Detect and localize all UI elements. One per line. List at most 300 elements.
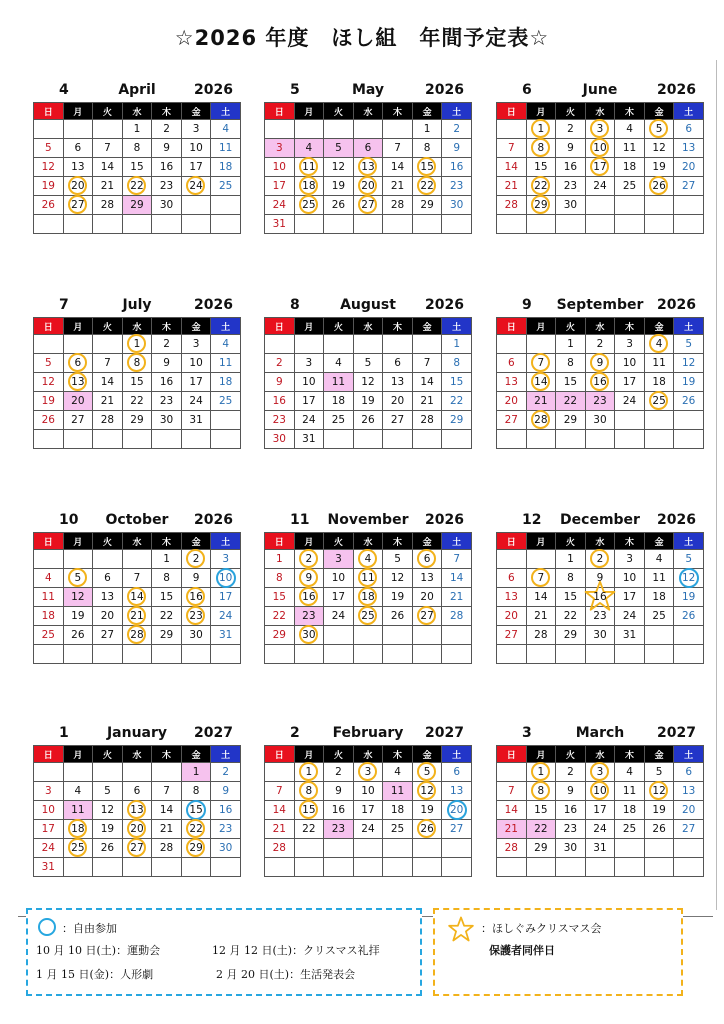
day-number: 20 xyxy=(420,591,434,603)
week-row xyxy=(497,820,704,839)
day-number: 7 xyxy=(133,572,141,584)
week-row xyxy=(265,607,472,626)
day-number: 12 xyxy=(652,785,666,797)
week-row xyxy=(34,801,241,820)
day-number: 31 xyxy=(219,629,233,641)
day-number: 15 xyxy=(130,161,144,173)
day-cell xyxy=(93,354,123,373)
day-cell xyxy=(497,569,527,588)
weekday-label: 水 xyxy=(122,746,152,763)
day-cell xyxy=(585,782,615,801)
day-cell xyxy=(674,820,704,839)
day-number: 26 xyxy=(41,414,55,426)
day-cell xyxy=(644,782,674,801)
day-cell xyxy=(383,373,413,392)
empty-cell xyxy=(497,550,527,569)
weekday-label: 水 xyxy=(353,533,383,550)
day-number: 25 xyxy=(361,610,375,622)
day-number: 22 xyxy=(563,395,578,407)
day-cell xyxy=(644,763,674,782)
day-number: 29 xyxy=(563,629,578,641)
day-number: 7 xyxy=(537,357,545,369)
day-number: 19 xyxy=(652,161,666,173)
week-row xyxy=(34,139,241,158)
day-number: 19 xyxy=(390,591,405,603)
day-number: 21 xyxy=(100,180,115,192)
day-cell xyxy=(181,839,211,858)
day-cell xyxy=(265,139,295,158)
day-number: 7 xyxy=(275,785,283,797)
weekday-header-row xyxy=(34,746,241,763)
week-row xyxy=(265,782,472,801)
day-cell xyxy=(556,839,586,858)
day-number: 14 xyxy=(100,161,115,173)
day-cell xyxy=(211,588,241,607)
empty-cell xyxy=(294,120,324,139)
month-number: 4 xyxy=(59,82,69,98)
day-cell xyxy=(442,411,472,430)
empty-cell xyxy=(412,645,442,664)
day-number: 22 xyxy=(534,180,548,192)
day-cell xyxy=(122,626,152,645)
day-number: 13 xyxy=(450,785,464,797)
day-cell xyxy=(615,373,645,392)
day-number: 28 xyxy=(390,199,405,211)
day-number: 3 xyxy=(335,553,342,565)
week-row xyxy=(34,588,241,607)
day-cell xyxy=(93,177,123,196)
day-number: 18 xyxy=(331,395,346,407)
month-name: October xyxy=(105,512,169,528)
day-number: 23 xyxy=(159,395,174,407)
day-cell xyxy=(556,120,586,139)
day-number: 31 xyxy=(593,842,607,854)
weekday-label: 火 xyxy=(324,318,354,335)
day-number: 19 xyxy=(71,610,85,622)
day-cell xyxy=(353,392,383,411)
day-cell xyxy=(412,782,442,801)
month-calendar xyxy=(33,508,241,664)
weekday-label: 土 xyxy=(674,318,704,335)
day-cell xyxy=(644,120,674,139)
empty-cell xyxy=(152,215,182,234)
day-cell xyxy=(497,392,527,411)
day-number: 15 xyxy=(534,161,548,173)
empty-cell xyxy=(497,335,527,354)
empty-cell xyxy=(442,215,472,234)
day-cell xyxy=(294,354,324,373)
week-row xyxy=(34,569,241,588)
day-cell xyxy=(265,588,295,607)
weekday-label: 土 xyxy=(442,746,472,763)
day-cell xyxy=(383,177,413,196)
weekday-label: 月 xyxy=(63,533,93,550)
day-cell xyxy=(265,215,295,234)
weekday-label: 土 xyxy=(442,103,472,120)
month-number: 1 xyxy=(59,725,69,741)
day-number: 9 xyxy=(305,572,313,584)
day-cell xyxy=(556,782,586,801)
day-number: 21 xyxy=(130,610,144,622)
day-number: 15 xyxy=(563,376,578,388)
empty-cell xyxy=(93,550,123,569)
day-cell xyxy=(152,158,182,177)
day-number: 1 xyxy=(192,766,200,778)
day-cell xyxy=(585,373,615,392)
day-cell xyxy=(644,158,674,177)
empty-cell xyxy=(211,430,241,449)
week-row xyxy=(265,215,472,234)
day-number: 7 xyxy=(163,785,170,797)
day-number: 17 xyxy=(593,804,607,816)
day-cell xyxy=(412,177,442,196)
day-number: 26 xyxy=(682,395,696,407)
month-name: December xyxy=(560,512,640,528)
day-cell xyxy=(412,139,442,158)
day-number: 30 xyxy=(219,842,233,854)
day-cell xyxy=(353,354,383,373)
weekday-label: 月 xyxy=(294,318,324,335)
day-number: 25 xyxy=(652,395,666,407)
day-number: 29 xyxy=(189,842,203,854)
month-header xyxy=(264,508,472,530)
day-number: 3 xyxy=(596,766,604,778)
weekday-label: 日 xyxy=(34,103,64,120)
weekday-label: 土 xyxy=(211,746,241,763)
week-row xyxy=(34,373,241,392)
weekday-label: 火 xyxy=(324,533,354,550)
day-number: 4 xyxy=(44,572,52,584)
day-cell xyxy=(122,139,152,158)
week-row xyxy=(265,858,472,877)
day-cell xyxy=(324,569,354,588)
day-cell xyxy=(63,801,93,820)
day-cell xyxy=(497,373,527,392)
day-number: 9 xyxy=(222,785,230,797)
day-cell xyxy=(324,820,354,839)
day-number: 16 xyxy=(563,161,578,173)
day-number: 27 xyxy=(390,414,405,426)
day-cell xyxy=(526,569,556,588)
month-name: November xyxy=(327,512,409,528)
day-number: 21 xyxy=(504,823,518,835)
month-header xyxy=(496,78,704,100)
day-cell xyxy=(265,569,295,588)
day-cell xyxy=(93,607,123,626)
day-number: 4 xyxy=(655,338,663,350)
day-number: 1 xyxy=(133,123,141,135)
day-cell xyxy=(93,392,123,411)
day-number: 4 xyxy=(626,766,633,778)
empty-cell xyxy=(63,763,93,782)
day-number: 6 xyxy=(364,142,372,154)
day-cell xyxy=(442,782,472,801)
day-number: 24 xyxy=(593,823,607,835)
day-number: 26 xyxy=(100,842,115,854)
day-cell xyxy=(294,430,324,449)
legend-label: ：ほしぐみクリスマス会 xyxy=(481,922,602,935)
day-cell xyxy=(442,550,472,569)
day-number: 30 xyxy=(450,199,464,211)
day-cell xyxy=(93,569,123,588)
day-number: 23 xyxy=(302,610,316,622)
empty-cell xyxy=(585,645,615,664)
empty-cell xyxy=(353,215,383,234)
day-cell xyxy=(152,820,182,839)
day-number: 18 xyxy=(390,804,405,816)
day-cell xyxy=(526,801,556,820)
day-cell xyxy=(412,354,442,373)
weekday-label: 水 xyxy=(353,746,383,763)
day-cell xyxy=(556,373,586,392)
empty-cell xyxy=(122,215,152,234)
day-number: 31 xyxy=(41,861,55,873)
day-number: 14 xyxy=(159,804,174,816)
day-number: 23 xyxy=(563,180,578,192)
empty-cell xyxy=(383,839,413,858)
day-cell xyxy=(556,177,586,196)
weekday-label: 土 xyxy=(211,103,241,120)
calendar-table xyxy=(496,317,704,449)
empty-cell xyxy=(152,858,182,877)
legend-christmas-party xyxy=(433,908,683,996)
day-cell xyxy=(324,782,354,801)
day-number: 28 xyxy=(534,414,548,426)
week-row xyxy=(497,120,704,139)
empty-cell xyxy=(353,335,383,354)
day-number: 31 xyxy=(302,433,316,445)
day-cell xyxy=(152,569,182,588)
day-number: 10 xyxy=(361,785,375,797)
day-number: 29 xyxy=(420,199,434,211)
day-number: 21 xyxy=(390,180,405,192)
week-row xyxy=(34,177,241,196)
day-cell xyxy=(211,392,241,411)
day-cell xyxy=(674,120,704,139)
day-cell xyxy=(34,588,64,607)
empty-cell xyxy=(265,335,295,354)
day-number: 10 xyxy=(622,572,637,584)
day-cell xyxy=(152,196,182,215)
empty-cell xyxy=(63,120,93,139)
day-cell xyxy=(615,782,645,801)
day-cell xyxy=(556,607,586,626)
day-number: 16 xyxy=(450,161,464,173)
day-cell xyxy=(353,139,383,158)
day-cell xyxy=(383,607,413,626)
day-cell xyxy=(644,392,674,411)
day-cell xyxy=(353,196,383,215)
month-year: 2027 xyxy=(657,725,696,741)
day-number: 4 xyxy=(394,766,401,778)
day-number: 22 xyxy=(420,180,434,192)
empty-cell xyxy=(122,858,152,877)
week-row xyxy=(265,196,472,215)
day-number: 5 xyxy=(655,123,663,135)
day-number: 17 xyxy=(622,376,637,388)
day-cell xyxy=(383,588,413,607)
day-cell xyxy=(122,158,152,177)
empty-cell xyxy=(181,215,211,234)
day-number: 21 xyxy=(534,610,548,622)
day-number: 15 xyxy=(130,376,144,388)
day-number: 25 xyxy=(302,199,316,211)
day-cell xyxy=(294,196,324,215)
week-row xyxy=(497,411,704,430)
day-number: 26 xyxy=(361,414,375,426)
day-cell xyxy=(122,839,152,858)
day-number: 1 xyxy=(453,338,461,350)
day-number: 21 xyxy=(450,591,464,603)
day-number: 27 xyxy=(361,199,375,211)
day-number: 18 xyxy=(622,804,637,816)
day-cell xyxy=(93,801,123,820)
week-row xyxy=(497,645,704,664)
calendar-table xyxy=(33,317,241,449)
day-number: 4 xyxy=(222,338,230,350)
day-cell xyxy=(122,801,152,820)
month-header xyxy=(33,508,241,530)
day-number: 3 xyxy=(626,553,633,565)
weekday-header-row xyxy=(265,533,472,550)
day-cell xyxy=(383,196,413,215)
day-number: 14 xyxy=(450,572,464,584)
day-number: 7 xyxy=(453,553,461,565)
day-cell xyxy=(526,120,556,139)
day-number: 10 xyxy=(302,376,316,388)
empty-cell xyxy=(412,215,442,234)
day-number: 28 xyxy=(130,629,144,641)
day-number: 3 xyxy=(275,142,283,154)
week-row xyxy=(34,858,241,877)
day-cell xyxy=(442,763,472,782)
empty-cell xyxy=(294,335,324,354)
day-cell xyxy=(615,550,645,569)
weekday-label: 水 xyxy=(585,318,615,335)
day-number: 29 xyxy=(272,629,286,641)
weekday-label: 木 xyxy=(152,746,182,763)
month-number: 10 xyxy=(59,512,79,528)
day-cell xyxy=(181,120,211,139)
day-cell xyxy=(294,139,324,158)
month-calendar xyxy=(496,721,704,877)
day-number: 21 xyxy=(504,180,518,192)
empty-cell xyxy=(615,645,645,664)
empty-cell xyxy=(265,120,295,139)
day-number: 13 xyxy=(682,142,696,154)
week-row xyxy=(497,430,704,449)
day-number: 5 xyxy=(44,357,52,369)
day-number: 15 xyxy=(534,804,548,816)
weekday-label: 土 xyxy=(674,746,704,763)
empty-cell xyxy=(93,335,123,354)
page-title: ☆2026 年度 ほし組 年間予定表☆ xyxy=(174,26,550,50)
weekday-label: 日 xyxy=(265,103,295,120)
weekday-label: 日 xyxy=(497,746,527,763)
day-cell xyxy=(34,392,64,411)
week-row xyxy=(34,430,241,449)
day-cell xyxy=(211,550,241,569)
day-number: 1 xyxy=(275,553,283,565)
month-calendar xyxy=(33,78,241,234)
day-cell xyxy=(585,763,615,782)
day-cell xyxy=(63,354,93,373)
day-cell xyxy=(181,139,211,158)
empty-cell xyxy=(353,858,383,877)
day-cell xyxy=(63,607,93,626)
weekday-label: 日 xyxy=(265,533,295,550)
day-cell xyxy=(63,139,93,158)
day-number: 7 xyxy=(507,142,515,154)
weekday-label: 金 xyxy=(181,746,211,763)
day-number: 6 xyxy=(685,123,693,135)
day-number: 28 xyxy=(504,199,518,211)
empty-cell xyxy=(442,645,472,664)
day-cell xyxy=(294,411,324,430)
empty-cell xyxy=(353,645,383,664)
day-number: 19 xyxy=(652,804,666,816)
day-cell xyxy=(353,177,383,196)
week-row xyxy=(265,626,472,645)
month-number: 9 xyxy=(522,297,532,313)
day-cell xyxy=(181,607,211,626)
day-cell xyxy=(674,607,704,626)
day-cell xyxy=(556,801,586,820)
day-number: 12 xyxy=(100,804,115,816)
day-cell xyxy=(93,782,123,801)
day-cell xyxy=(412,820,442,839)
day-cell xyxy=(122,335,152,354)
day-cell xyxy=(442,820,472,839)
day-cell xyxy=(442,801,472,820)
day-number: 11 xyxy=(41,591,55,603)
week-row xyxy=(34,120,241,139)
empty-cell xyxy=(526,858,556,877)
day-number: 2 xyxy=(163,338,170,350)
day-cell xyxy=(556,196,586,215)
day-cell xyxy=(497,177,527,196)
day-number: 9 xyxy=(567,785,574,797)
week-row xyxy=(497,354,704,373)
weekday-label: 日 xyxy=(34,533,64,550)
weekday-label: 木 xyxy=(615,533,645,550)
day-cell xyxy=(353,782,383,801)
day-number: 17 xyxy=(189,376,203,388)
day-cell xyxy=(412,763,442,782)
month-header xyxy=(264,293,472,315)
day-number: 5 xyxy=(394,553,401,565)
legend-event: 1 月 15 日(金)：人形劇 xyxy=(36,968,154,981)
day-number: 11 xyxy=(652,572,666,584)
month-calendar xyxy=(264,721,472,877)
day-number: 24 xyxy=(622,395,637,407)
day-number: 26 xyxy=(331,199,346,211)
month-calendar xyxy=(496,508,704,664)
day-cell xyxy=(497,354,527,373)
day-cell xyxy=(34,177,64,196)
empty-cell xyxy=(556,858,586,877)
day-number: 11 xyxy=(390,785,405,797)
empty-cell xyxy=(497,430,527,449)
weekday-label: 月 xyxy=(526,746,556,763)
empty-cell xyxy=(152,763,182,782)
day-cell xyxy=(412,120,442,139)
day-number: 22 xyxy=(189,823,203,835)
day-number: 1 xyxy=(133,338,141,350)
empty-cell xyxy=(674,645,704,664)
weekday-label: 金 xyxy=(644,318,674,335)
empty-cell xyxy=(93,645,123,664)
